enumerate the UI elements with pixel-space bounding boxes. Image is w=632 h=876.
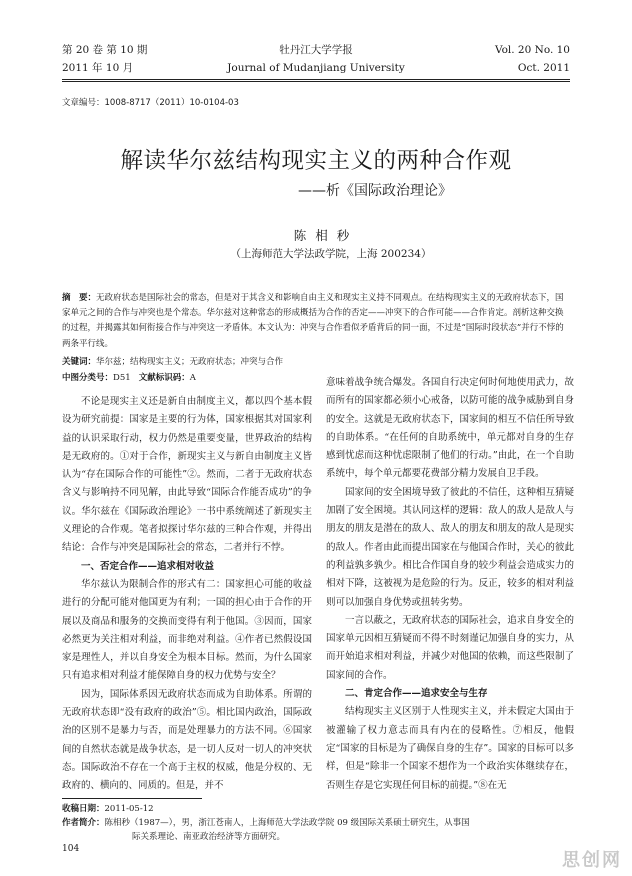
- body-paragraph: 不论是现实主义还是新自由制度主义，都以四个基本假设为研究前提：国家是主要的行为体，国家根据其对国家利益的认识采取行动，权力仍然是重要变量，世界政治的结构是无政府的。①对于合作，新现实主义与新自由制度主义皆认为“存在国际合作的可能性”②。然而，二者于无政府状态含义与影响持不同见解，由此导致“国际合作能否成功”的争议。华尔兹在《国际政治理论》一书中系统阐述了新现实主义理论的合作观。笔者拟探讨华尔兹的三种合作观，并得出结论：合作与冲突是国际社会的常态，二者并行不悖。: [62, 396, 312, 554]
- abstract: [62, 291, 570, 352]
- section-heading: 一、否定合作——追求相对收益: [81, 560, 215, 572]
- received-date: 2011-05-12: [104, 804, 154, 814]
- header-date: 2011 年 10 月: [62, 62, 134, 74]
- header-month-year: Oct. 2011: [517, 62, 570, 74]
- doc-code-value: A: [189, 373, 196, 383]
- paper-subtitle: ——析《国际政治理论》: [298, 183, 452, 199]
- body-paragraph: 结构现实主义区别于人性现实主义，并未假定大国由于被灌输了权力意志而具有内在的侵略性。⑦相反，他假定“国家的目标是为了确保自身的生存”。国家的目标可以多样，但是“除非一个国家不想作为一个政治实体继续存在，否则生存是它实现任何目标的前提。”⑧在无: [326, 706, 574, 791]
- header-journal-name: 牡丹江大学学报: [279, 44, 353, 56]
- body-paragraph: 国家间的安全困境导致了彼此的不信任，这种相互猜疑加剧了安全困境。其认同这样的逻辑：敌人的敌人是敌人与朋友的朋友是潜在的敌人、敌人的朋友和朋友的敌人是现实的敌人。作者由此而提出国家在与他国合作时，关心的彼此的利益孰多孰少。相比合作国自身的较少利益会造成实力的相对下降，这被视为是危险的行为。反正，较多的相对利益则可以加强自身优势或扭转劣势。: [326, 486, 574, 608]
- body-paragraph: 一言以蔽之，无政府状态的国际社会，追求自身安全的国家单元因相互猜疑而不得不时刻谨记加强自身的实力，从而开始追求相对利益，并减少对他国的依赖，而这些限制了国家间的合作。: [326, 614, 574, 681]
- author-affiliation: （上海师范大学法政学院，上海 200234）: [230, 248, 432, 260]
- footnote: [62, 802, 572, 844]
- author-bio: 陈相秒（1987—），男，浙江苍南人，上海师范大学法政学院 09 级国际关系硕士研究生，从事国: [104, 818, 470, 828]
- clc-value: D51: [113, 373, 131, 383]
- keywords: [62, 355, 570, 369]
- received-label: 收稿日期：: [62, 804, 105, 814]
- left-column: [62, 393, 312, 796]
- author-bio-label: 作者简介：: [62, 818, 105, 828]
- doc-code-label: 文献标识码：: [138, 373, 190, 383]
- author-name: 陈相秒: [293, 228, 359, 243]
- clc-label: 中图分类号：: [62, 373, 114, 383]
- body-paragraph: 华尔兹认为限制合作的形式有二：国家担心可能的收益进行的分配可能对他国更为有利；一国的担心由于合作的开展以及商品和服务的交换而变得有利于他国。③因而，国家必然更为关注相对利益，而非绝对利益。④作者已然假设国家是理性人，并以自身安全为根本目标。然而，为什么国家只有追求相对利益才能保障自身的权力优势与安全？: [62, 578, 312, 682]
- section-heading: 二、肯定合作——追求安全与生存: [345, 688, 488, 700]
- body-paragraph: 意味着战争统合爆发。各国自行决定何时何地使用武力，故而所有的国家都必须小心戒备，以防可能的战争威胁到自身的安全。这就是无政府状态下，国家间的相互不信任所导致的自助体系。“在任何的自助系统中，单元都对自身的生存感到忧虑而这种忧虑限制了他们的行动。”由此，在一个自助系统中，每个单元都要花费部分精力发展自卫手段。: [326, 377, 574, 480]
- page-number: 104: [62, 844, 80, 854]
- abstract-text: 无政府状态是国际社会的常态，但是对于其含义和影响自由主义和现实主义持不同观点。在结构现实主义的无政府状态下，国家单元之间的合作与冲突也是个常态。华尔兹对这种常态的形成概括为合作的否定——冲突下的合作可能——合作肯定。剖析这种交换的过程，并揭露其如何衔接合作与冲突这一矛盾体。本文认为：冲突与合作看似矛盾背后的同一面，不过是“国际时段状态”并行不悖的两条平行线。: [62, 293, 564, 349]
- paper-title: 解读华尔兹结构现实主义的两种合作观: [120, 148, 512, 174]
- keywords-text: 华尔兹；结构现实主义；无政府状态；冲突与合作: [96, 357, 284, 367]
- header-rule: [62, 79, 570, 80]
- header-volume-issue: 第 20 卷 第 10 期: [62, 44, 148, 56]
- header-journal-name-en: Journal of Mudanjiang University: [227, 62, 405, 74]
- header-vol-no: Vol. 20 No. 10: [494, 44, 570, 56]
- header-rule-thin: [62, 81, 570, 82]
- abstract-label: 摘 要：: [62, 293, 97, 303]
- keywords-label: 关键词：: [62, 357, 97, 367]
- author-bio-cont: 际关系理论、南亚政治经济等方面研究。: [132, 832, 286, 842]
- right-column: [326, 374, 574, 795]
- watermark: 思创网: [562, 850, 622, 871]
- article-number: 文章编号：1008-8717（2011）10-0104-03: [62, 98, 239, 108]
- footnote-rule: [62, 798, 202, 799]
- body-paragraph: 因为，国际体系因无政府状态而成为自助体系。所谓的无政府状态即“没有政府的政治”⑤。相比国内政治，国际政治的区别不是暴力与否，而是处理暴力的方法不同。⑥国家间的自然状态就是战争状态，是一切人反对一切人的冲突状态。国际政治不存在一个高于主权的权威，他是分权的、无政府的、横向的、同质的。但是，并不: [62, 688, 312, 792]
